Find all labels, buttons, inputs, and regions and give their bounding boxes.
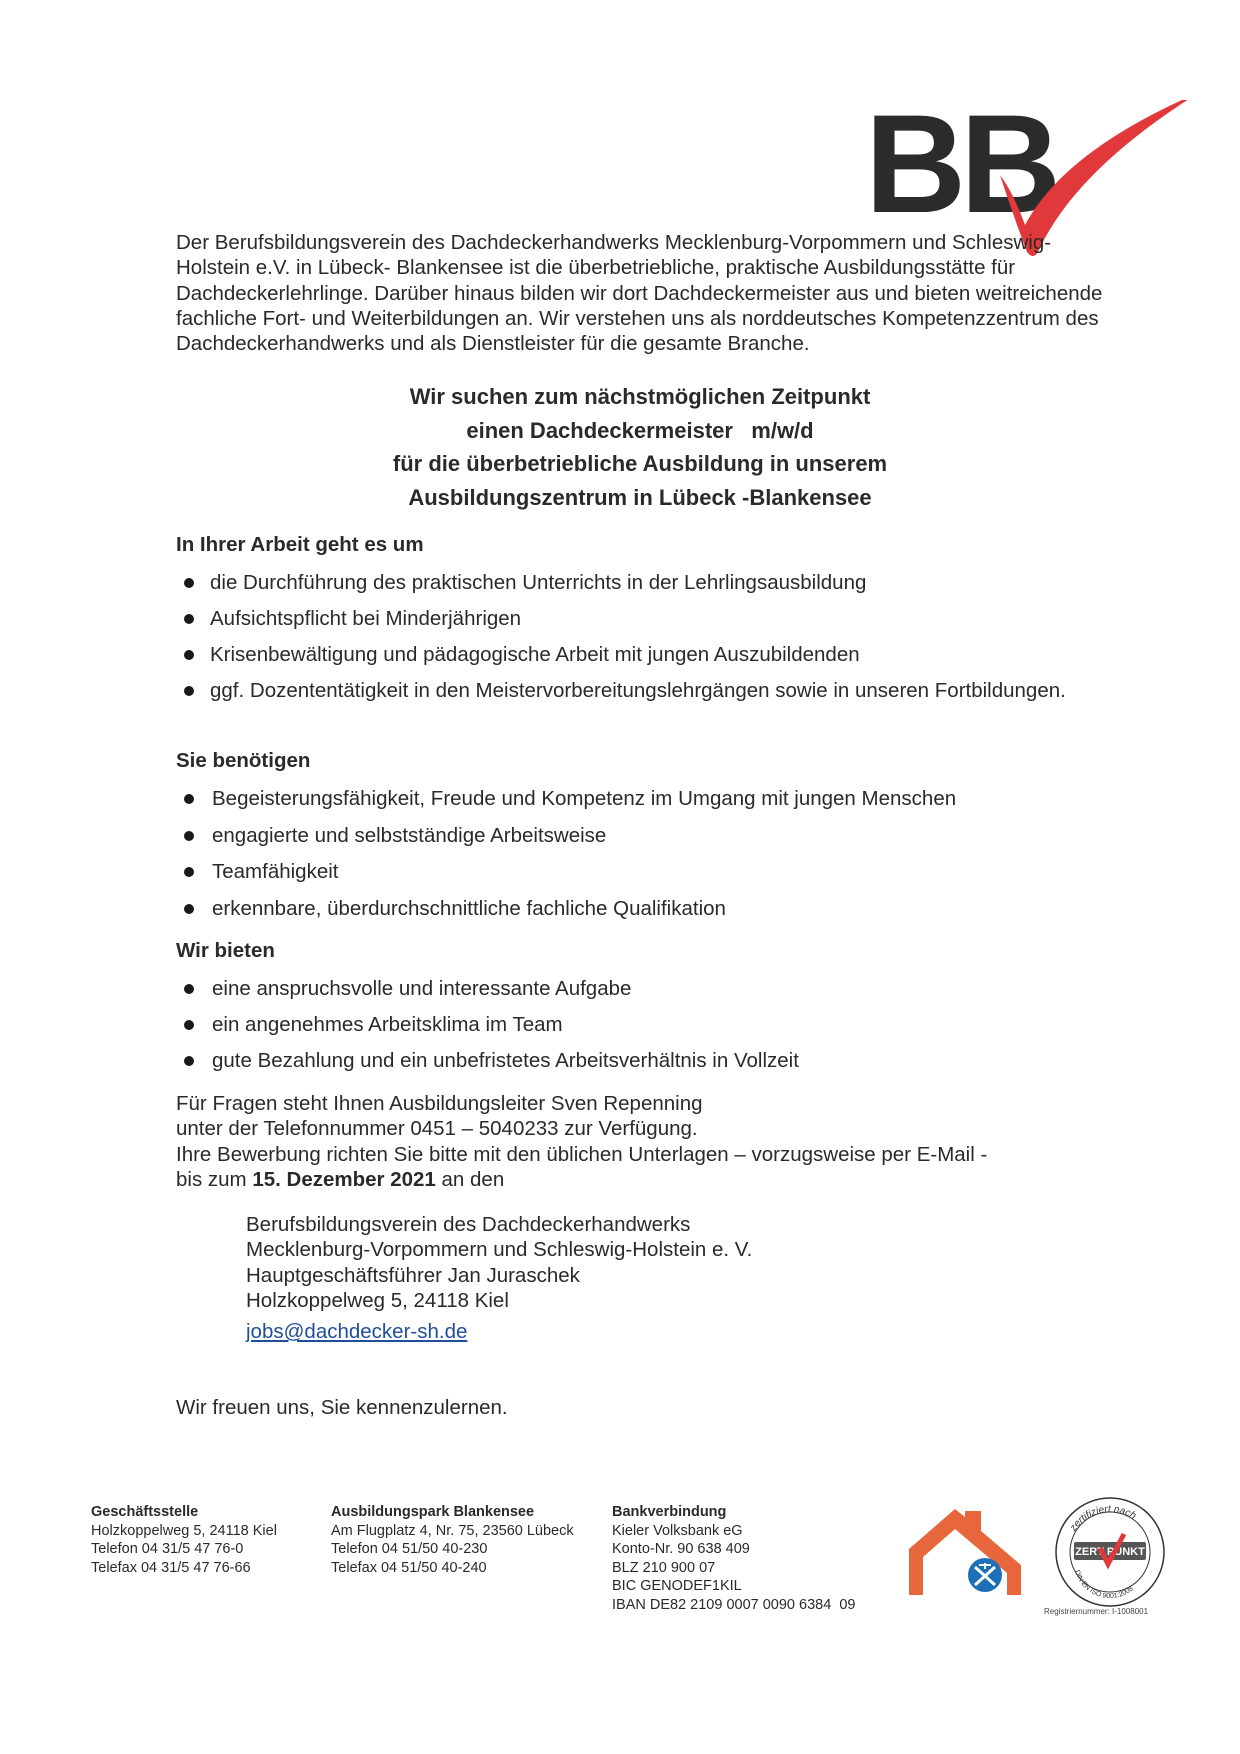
- cert-badge-text: ZERT PUNKT: [1075, 1546, 1145, 1558]
- footer-line: BIC GENODEF1KIL: [612, 1578, 742, 1594]
- deadline-date: 15. Dezember 2021: [252, 1167, 436, 1191]
- list-item: Teamfähigkeit: [182, 859, 1082, 884]
- footer-line: Konto-Nr. 90 638 409: [612, 1541, 750, 1557]
- footer-line: Telefax 04 51/50 40-240: [331, 1559, 487, 1576]
- footer-line: Telefon 04 51/50 40-230: [331, 1541, 488, 1557]
- footer-title: Ausbildungspark Blankensee: [331, 1504, 535, 1520]
- address-line-2: Mecklenburg-Vorpommern und Schleswig-Holstein e. V.: [246, 1238, 753, 1262]
- footer-line: IBAN DE82 2109 0007 0090 6384 09: [612, 1596, 856, 1613]
- footer-line: Am Flugplatz 4, Nr. 75, 23560 Lübeck: [331, 1522, 574, 1539]
- intro-paragraph: Der Berufsbildungsverein des Dachdeckerhandwerks Mecklenburg-Vorpommern und Schleswig-Holstein e.V. in Lübeck- Blankensee ist die überbetriebliche, praktische Ausbildungsstätte für Dachdeckerlehrlinge. Darüber hinaus bilden wir dort Dachdeckermeister aus und bieten weitreichende fachliche Fort- und Weiterbildungen an. Wir verstehen uns als norddeutsches Kompetenzzentrum des Dachdeckerhandwerks und als Dienstleister für die gesamte Branche.: [176, 231, 1103, 356]
- zertpunkt-certificate-seal: [1050, 1492, 1170, 1612]
- footer-line: BLZ 210 900 07: [612, 1559, 716, 1576]
- list-item: engagierte und selbstständige Arbeitsweise: [182, 823, 1082, 848]
- address-line-1: Berufsbildungsverein des Dachdeckerhandwerks: [246, 1213, 691, 1236]
- contact-line-4: [176, 1167, 1106, 1192]
- cert-arc-text: zertifiziert nach: [1067, 1503, 1138, 1534]
- headline-line-2: einen Dachdeckermeister m/w/d: [466, 417, 814, 443]
- headline-line-1: Wir suchen zum nächstmöglichen Zeitpunkt: [409, 384, 871, 409]
- list-item: gute Bezahlung und ein unbefristetes Arbeitsverhältnis in Vollzeit: [182, 1048, 1082, 1073]
- footer-line: Kieler Volksbank eG: [612, 1522, 743, 1539]
- contact-line-3: Ihre Bewerbung richten Sie bitte mit den üblichen Unterlagen – vorzugsweise per E-Mail -: [176, 1142, 988, 1166]
- contact-line-2: unter der Telefonnummer 0451 – 5040233 zur Verfügung.: [176, 1117, 698, 1141]
- svg-text:DIN EN ISO 9001:2008: [1073, 1569, 1135, 1600]
- list-item: Begeisterungsfähigkeit, Freude und Kompetenz im Umgang mit jungen Menschen: [182, 786, 1082, 811]
- list-item: Aufsichtspflicht bei Minderjährigen: [182, 606, 1082, 631]
- dachdecker-house-logo: [905, 1505, 1025, 1605]
- footer-ausbildungspark: [331, 1503, 574, 1577]
- list-item: eine anspruchsvolle und interessante Aufgabe: [182, 976, 1082, 1001]
- list-item: die Durchführung des praktischen Unterrichts in der Lehrlingsausbildung: [182, 570, 1082, 595]
- footer-bank: [612, 1503, 855, 1614]
- section-title-arbeit: In Ihrer Arbeit geht es um: [176, 533, 424, 556]
- list-item: Krisenbewältigung und pädagogische Arbeit mit jungen Auszubildenden: [182, 642, 1082, 667]
- cert-norm-text: DIN EN ISO 9001:2008: [1073, 1569, 1135, 1601]
- list-arbeit: [182, 570, 1082, 714]
- postal-address: [246, 1212, 946, 1344]
- contact-paragraph: [176, 1091, 1106, 1192]
- headline-line-3: für die überbetriebliche Ausbildung in unserem: [392, 451, 888, 476]
- list-item: ein angenehmes Arbeitsklima im Team: [182, 1012, 1082, 1037]
- list-item: ggf. Dozententätigkeit in den Meistervorbereitungslehrgängen sowie in unseren Fortbildungen.: [182, 678, 1082, 703]
- address-line-3: Hauptgeschäftsführer Jan Juraschek: [246, 1263, 580, 1287]
- footer-line: Holzkoppelweg 5, 24118 Kiel: [91, 1522, 277, 1539]
- list-benoetigen: [182, 786, 1082, 932]
- footer-geschaeftsstelle: [91, 1503, 277, 1577]
- deadline-suffix: an den: [441, 1167, 505, 1191]
- section-title-benoetigen: Sie benötigen: [176, 749, 311, 772]
- section-title-bieten: Wir bieten: [176, 939, 275, 962]
- logo-text: BB: [865, 100, 1056, 242]
- address-line-4: Holzkoppelweg 5, 24118 Kiel: [246, 1288, 509, 1312]
- footer-title: Geschäftsstelle: [91, 1504, 199, 1520]
- contact-line-1: Für Fragen steht Ihnen Ausbildungsleiter Sven Repenning: [176, 1092, 703, 1115]
- list-bieten: [182, 976, 1082, 1084]
- list-item: erkennbare, überdurchschnittliche fachliche Qualifikation: [182, 896, 1082, 921]
- email-link[interactable]: jobs@dachdecker-sh.de: [246, 1320, 468, 1344]
- footer-title: Bankverbindung: [612, 1504, 727, 1520]
- job-headline: [176, 380, 1104, 514]
- closing-text: Wir freuen uns, Sie kennenzulernen.: [176, 1396, 508, 1419]
- headline-line-4: Ausbildungszentrum in Lübeck -Blankensee: [408, 484, 872, 510]
- footer-line: Telefon 04 31/5 47 76-0: [91, 1541, 244, 1557]
- cert-registration-number: Registriernummer: I-1008001: [1044, 1607, 1149, 1616]
- footer-line: Telefax 04 31/5 47 76-66: [91, 1559, 251, 1576]
- deadline-prefix: bis zum: [176, 1167, 247, 1191]
